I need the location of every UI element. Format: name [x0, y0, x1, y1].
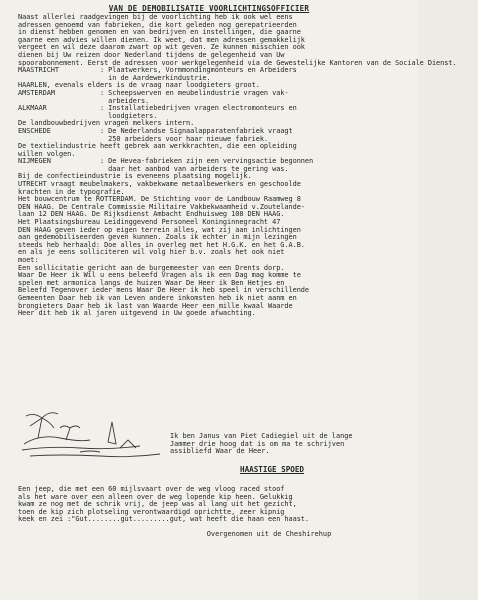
body-line: Een sollicitatie gericht aan de burgemeester van een Drents dorp. — [18, 263, 285, 272]
body-line: De landbouwbedrijven vragen melkers intern. — [18, 119, 195, 128]
section-title: HAASTIGE SPOED — [240, 465, 305, 474]
body-line: Gemeenten Daar heb ik van Leven andere inkomsten heb ik niet aanm en — [18, 293, 297, 302]
story-text — [18, 486, 406, 524]
body-line: 250 arbeiders voor haar nieuwe fabriek. — [18, 134, 269, 143]
signature-block — [170, 433, 410, 456]
signature-line: assibliefd Waar de Heer. — [170, 447, 270, 456]
body-line: arbeiders. — [18, 96, 150, 105]
body-line: ENSCHEDE : De Nederlandse Signaalapparatenfabriek vraagt — [18, 126, 293, 135]
body-line: moet: — [18, 256, 39, 264]
body-line: willen volgen. — [18, 149, 76, 158]
body-line: krachten in de typografie. — [18, 187, 125, 196]
body-line: in de Aardewerkindustrie. — [18, 73, 211, 82]
story-line: keek en zei :"Gut........gut.........gut, wat heeft die haan een haast. — [18, 515, 309, 524]
body-line: NIJMEGEN : De Hevea-fabrieken zijn een vervingsactie begonnen — [18, 157, 314, 166]
body-line: in dienst hebben genomen en van bedrijven en instellingen, die gaarne — [18, 28, 301, 37]
body-line: Waar De Heer ik Wil u eens beleefd Vragen als ik een Dag mag komme te — [18, 271, 301, 280]
body-line: brongieters Daar heb ik last van Waarde Heer een mille kwaal Waarde — [18, 301, 293, 310]
body-line: loodgieters. — [18, 111, 158, 120]
body-line: spoorabonnement. Eerst de adressen voor werkgelegenheid via de Gewestelijke Kantoren van de Sociale Dienst. — [18, 58, 457, 67]
body-line: Het bouwcentrum te ROTTERDAM. De Stichting voor de Landbouw Raamweg 8 — [18, 195, 301, 204]
body-line: Bij de confectieindustrie is eveneens plaatsing mogelijk. — [18, 172, 252, 181]
body-line: en als je eens solliciteren wil volg hier b.v. zoals het ook niet — [18, 248, 285, 257]
body-line: AMSTERDAM : Scheepswerven en meubelindustrie vragen vak- — [18, 88, 289, 97]
story-line: Een jeep, die met een 60 mijlsvaart over de weg vloog raced stoof — [18, 485, 285, 493]
story-line: als het ware over een alleen over de weg lopende kip heen. Gelukkig — [18, 492, 293, 501]
body-line: laan 12 DEN HAAG. De Rijksdienst Ambacht Endhuisweg 108 DEN HAAG. — [18, 210, 285, 219]
body-line: daar het aanbod van arbeiders te gering was. — [18, 164, 289, 173]
body-line: spelen met armonica langs de huizen Waar De Heer ik Ben Hetjes en — [18, 278, 285, 287]
body-line: gaarne een advies willen dienen. Ik weet, dat men adressen gemakkelijk — [18, 35, 305, 44]
body-line: Het Plaatsingsbureau Leidinggevend Personeel Koninginnegracht 47 — [18, 218, 281, 227]
body-text — [18, 13, 457, 318]
body-line: UTRECHT vraagt meubelmakers, vakbekwame metaalbewerkers en geschoolde — [18, 180, 301, 189]
story-line: toen de kip zich plotseling verontwaardigd oprichtte, zeer kipnig — [18, 507, 285, 516]
body-line: vergeet en wil deze daarom zwart op wit geven. Ze kunnen misschien ook — [18, 43, 305, 52]
body-line: ALKMAAR : Installatiebedrijven vragen electromonteurs en — [18, 104, 297, 113]
signature-line: Ik ben Janus van Piet Cadiegiel uit de lange — [170, 432, 353, 440]
body-line: Naast allerlei raadgevingen bij de voorlichting heb ik ook wel eens — [18, 13, 293, 21]
body-line: DEN HAAG. De Centrale Commissie Militaire Vakbekwaamheid v.Zoutelande- — [18, 202, 305, 211]
body-line: adressen genoemd van fabrieken, die kort geleden nog gerepatrieerden — [18, 20, 297, 29]
story-line: kwam ze nog met de schrik vrij, de jeep was al lang uit het gezicht, — [18, 500, 297, 509]
body-line: Heer dit heb ik al jaren uitgevend in Uw goede afwachting. — [18, 309, 256, 318]
body-line: DEN HAAG geven ieder op eigen terrein alles, wat zij aan inlichtingen — [18, 225, 301, 234]
body-line: aan gedemobiliseerden geven kunnen. Zoals ik echter in mijn lezingen — [18, 233, 297, 242]
body-line: MAASTRICHT : Plaatwerkers, Vormmondingmonteurs en Arbeiders — [18, 66, 297, 75]
footer-source: Overgenomen uit de Cheshirehup — [206, 530, 332, 538]
body-line: De textielindustrie heeft gebrek aan werkkrachten, die een opleiding — [18, 142, 297, 151]
body-line: steeds heb herhaald: Doe alles in overleg met het H.G.K. en het G.A.B. — [18, 240, 305, 249]
body-line: dienen bij Uw reizen door Nederland tijdens de gelegenheid van Uw — [18, 50, 285, 59]
document-title: VAN DE DEMOBILISATIE VOORLICHTINGSOFFICIER — [108, 4, 310, 13]
body-line: Beleefd Tegenover ieder mens Waar De Heer ik heb speel in verschillende — [18, 286, 309, 295]
desert-island-illustration — [20, 404, 170, 464]
body-line: HAARLEN, evenals elders is de vraag naar loodgieters groot. — [18, 81, 260, 90]
signature-line: Jammer drie hoog dat is om ma te schrijven — [170, 439, 345, 448]
